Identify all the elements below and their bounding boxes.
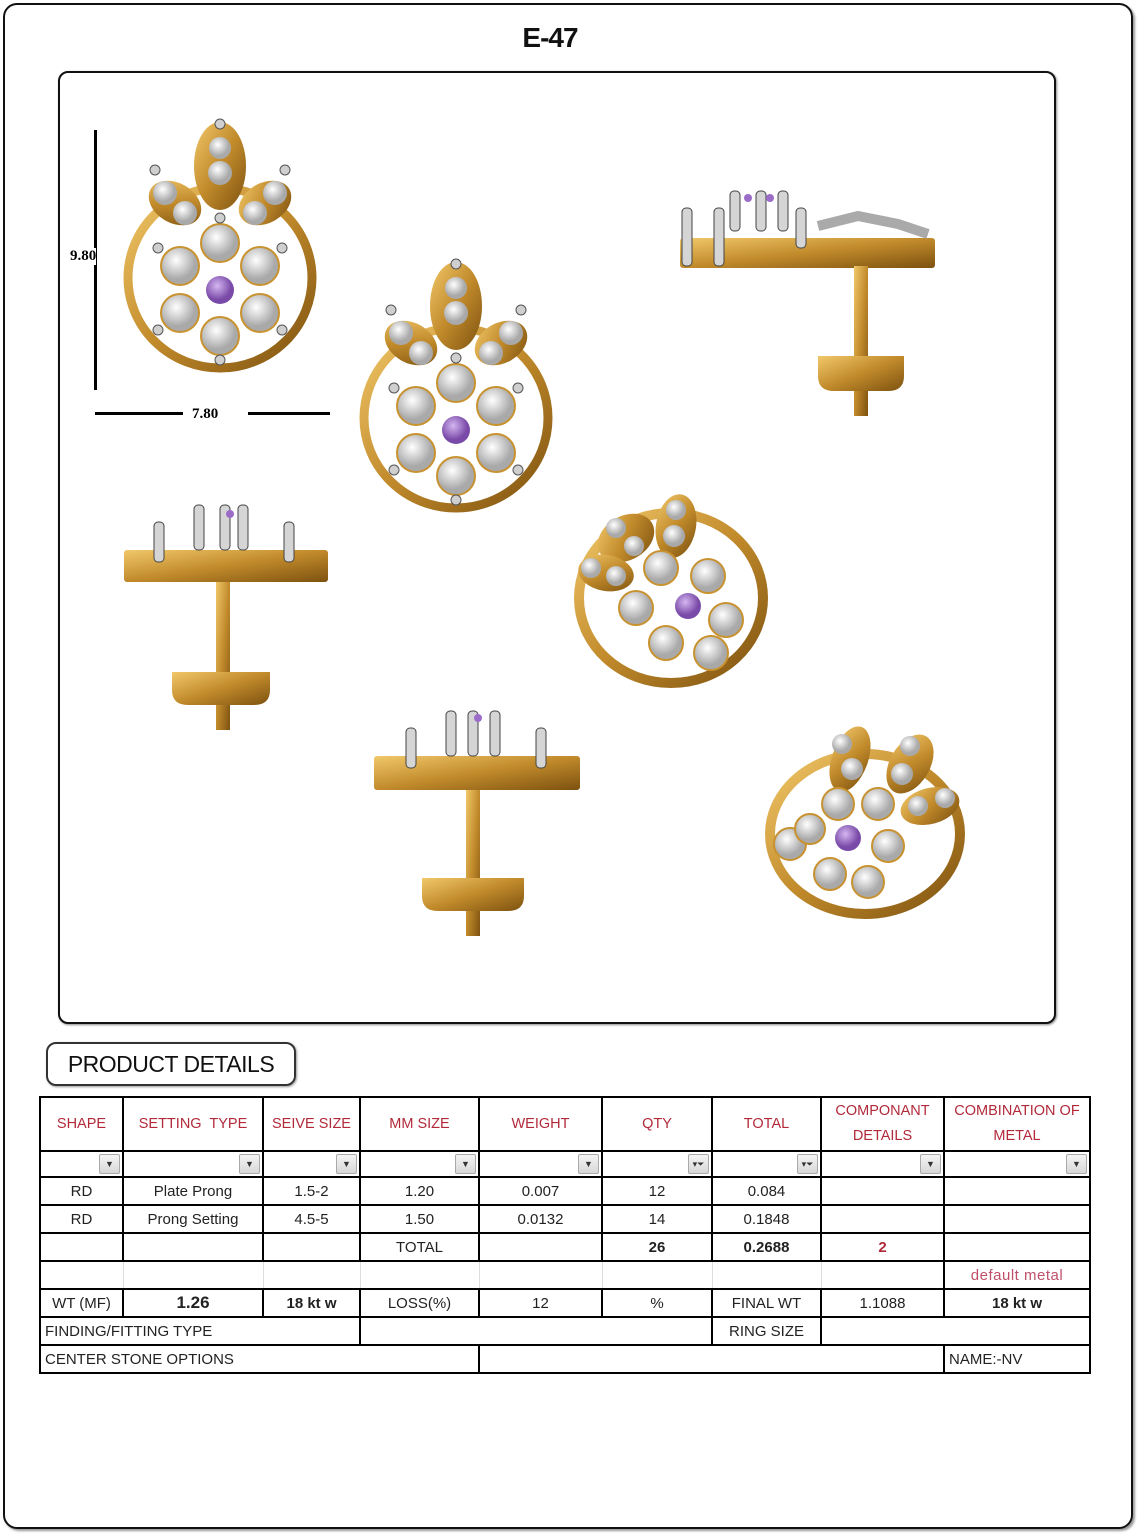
dropdown-arrow-icon[interactable]: ▼ (920, 1154, 941, 1174)
cell-shape: RD (40, 1177, 123, 1205)
cell-seive-size: 1.5-2 (263, 1177, 360, 1205)
header-total: TOTAL (712, 1097, 821, 1151)
cell-mm-size: 1.50 (360, 1205, 479, 1233)
width-dimension-line-right (248, 412, 330, 415)
header-componant-details: COMPONANT DETAILS (821, 1097, 944, 1151)
cell-setting-type: Plate Prong (123, 1177, 263, 1205)
width-dimension-line-left (95, 412, 183, 415)
header-seive-size: SEIVE SIZE (263, 1097, 360, 1151)
cell-weight: 0.007 (479, 1177, 602, 1205)
earring-perspective-view-1 (566, 488, 776, 702)
final-wt-label: FINAL WT (712, 1289, 821, 1317)
dropdown-arrow-icon[interactable]: ▼ (455, 1154, 476, 1174)
earring-perspective-view-2 (760, 714, 980, 930)
cell-mm-size: 1.20 (360, 1177, 479, 1205)
center-stone-row (40, 1345, 1090, 1373)
cell-seive-size: 4.5-5 (263, 1205, 360, 1233)
dropdown-arrow-icon[interactable]: ▼ (1066, 1154, 1087, 1174)
header-shape: SHAPE (40, 1097, 123, 1151)
metal-value: 18 kt w (263, 1289, 360, 1317)
center-stone-options-label: CENTER STONE OPTIONS (40, 1345, 479, 1373)
header-setting-type: SETTING TYPE (123, 1097, 263, 1151)
cell-componant (821, 1177, 944, 1205)
default-metal-row (40, 1261, 1090, 1289)
percent-sign: % (602, 1289, 712, 1317)
header-row (40, 1097, 1090, 1151)
total-weight: 0.2688 (712, 1233, 821, 1261)
table-row (40, 1177, 1090, 1205)
header-qty: QTY (602, 1097, 712, 1151)
earring-front-view (356, 258, 566, 520)
cell-shape: RD (40, 1205, 123, 1233)
final-metal-value: 18 kt w (944, 1289, 1090, 1317)
center-stone-options-value (479, 1345, 944, 1373)
height-dimension-label: 9.80 (70, 248, 97, 264)
wt-mf-label: WT (MF) (40, 1289, 123, 1317)
cell-componant (821, 1205, 944, 1233)
finding-fitting-type-value (360, 1317, 712, 1345)
header-combination-of-metal: COMBINATION OF METAL (944, 1097, 1090, 1151)
total-componant-count: 2 (821, 1233, 944, 1261)
cell-total: 0.1848 (712, 1205, 821, 1233)
design-code-title: E-47 (522, 22, 578, 53)
dropdown-arrow-icon[interactable]: ▼ (336, 1154, 357, 1174)
earring-front-view-small (120, 118, 330, 380)
dropdown-arrow-icon[interactable]: ▼ (99, 1154, 120, 1174)
designer-name: NAME:-NV (944, 1345, 1090, 1373)
cell-setting-type: Prong Setting (123, 1205, 263, 1233)
cell-total: 0.084 (712, 1177, 821, 1205)
earring-side-view-right (678, 186, 940, 416)
finding-row (40, 1317, 1090, 1345)
ring-size-value (821, 1317, 1090, 1345)
loss-label: LOSS(%) (360, 1289, 479, 1317)
total-row (40, 1233, 1090, 1261)
ring-size-label: RING SIZE (712, 1317, 821, 1345)
cell-metal (944, 1177, 1090, 1205)
wt-mf-value: 1.26 (123, 1289, 263, 1317)
final-wt-value: 1.1088 (821, 1289, 944, 1317)
header-weight: WEIGHT (479, 1097, 602, 1151)
width-dimension-label: 7.80 (192, 406, 219, 422)
header-mm-size: MM SIZE (360, 1097, 479, 1151)
cell-qty: 14 (602, 1205, 712, 1233)
finding-fitting-type-label: FINDING/FITTING TYPE (40, 1317, 360, 1345)
table-row (40, 1205, 1090, 1233)
product-details-table (39, 1096, 1091, 1374)
cell-weight: 0.0132 (479, 1205, 602, 1233)
default-metal-label: default metal (944, 1261, 1090, 1289)
filter-funnel-icon[interactable]: ▾⏷ (688, 1154, 709, 1174)
loss-value: 12 (479, 1289, 602, 1317)
earring-side-view-bottom (372, 706, 584, 936)
filter-row (40, 1151, 1090, 1177)
product-details-label: PRODUCT DETAILS (46, 1042, 296, 1086)
filter-funnel-icon[interactable]: ▾⏷ (797, 1154, 818, 1174)
total-label: TOTAL (360, 1233, 479, 1261)
dropdown-arrow-icon[interactable]: ▼ (578, 1154, 599, 1174)
total-qty: 26 (602, 1233, 712, 1261)
dropdown-arrow-icon[interactable]: ▼ (239, 1154, 260, 1174)
cell-metal (944, 1205, 1090, 1233)
cell-qty: 12 (602, 1177, 712, 1205)
summary-row (40, 1289, 1090, 1317)
earring-side-view-left (120, 500, 332, 730)
